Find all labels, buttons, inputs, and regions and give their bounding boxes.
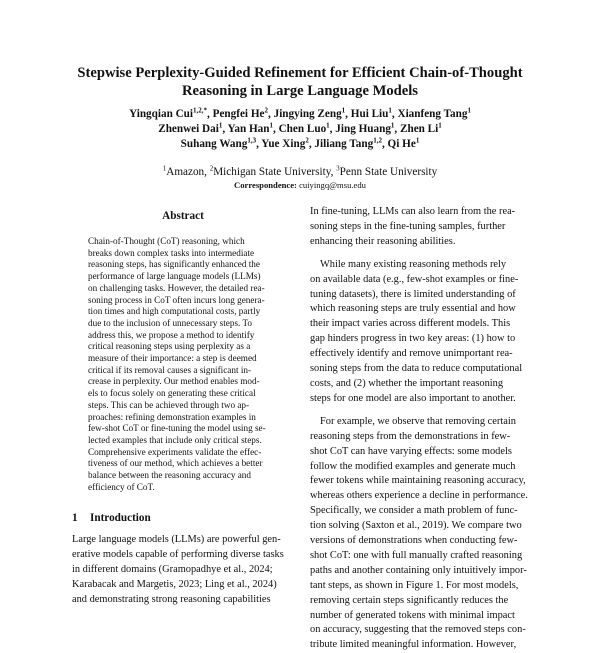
author-name: Zhen Li [400,123,439,135]
text-line: versions of demonstrations when conducting few- [310,535,518,547]
introduction-body [72,533,294,608]
author-affiliation-mark: 1,3 [247,136,257,145]
affiliation-mark: 1 [162,164,167,173]
author-line: Suhang Wang$^{1,3}$, Yue Xing$^2$, Jiliang Tang$^{1,2}$, Qi He$^1$ [180,136,420,150]
text-line: steps for one model are also important to another. [310,392,516,404]
text-line: breaks down complex tasks into intermediate [88,247,255,258]
author-affiliation-mark: 1 [218,121,223,130]
text-line: reasoning steps, has significantly enhanced the [88,259,260,270]
text-line: gap hinders progress in two key areas: (1) how to [310,333,516,345]
affiliation-mark: 3 [336,164,340,173]
text-line: In fine-tuning, LLMs can also learn from the rea- [310,206,516,217]
author-name: Xianfeng Tang [397,108,468,120]
text-line: few-shot CoT or fine-tuning the model using se- [88,423,266,434]
author-name: Yue Xing [261,138,306,150]
text-line: costs, and (2) whether the important reasoning [310,377,504,389]
author-affiliation-mark: 1 [415,136,420,145]
author-affiliation-mark: 1 [390,121,395,130]
text-line: efficiency of CoT. [88,481,155,492]
text-line: effectively identify and remove unimportant rea- [310,348,513,360]
text-line: performance of large language models (LLMs) [88,271,261,282]
author-affiliation-mark: 1 [341,106,346,115]
author-affiliation-mark: 1 [388,106,392,115]
text-line: tion solving (Saxton et al., 2019). We compare two [310,520,522,532]
text-line: reasoning steps from the demonstrations in few- [310,430,511,442]
affiliation-name: Amazon [166,166,205,178]
text-line: on accuracy, suggesting that the removed steps con- [310,624,526,636]
author-name: Yan Han [227,123,270,135]
text-line: due to the inclusion of unnecessary steps. To [88,317,253,328]
section-title: Introduction [90,512,151,524]
author-affiliation-mark: 2 [264,106,268,115]
author-name: Zhenwei Dai [158,123,219,135]
text-line: which reasoning steps are truly essential and how [310,303,516,315]
text-line: crease in perplexity. Our method enables mod- [88,376,260,387]
affiliation-name: Michigan State University [213,166,331,178]
text-line: Comprehensive experiments validate the effec- [88,446,262,457]
author-name: Jing Huang [335,123,391,135]
text-line: critical if its removal causes a significant in- [88,364,252,375]
correspondence-label: Correspondence: [234,180,297,190]
author-name: Chen Luo [278,123,327,135]
author-affiliation-mark: 1 [467,106,471,115]
abstract-heading: Abstract [162,210,204,222]
paper-title [60,64,540,100]
paragraph [310,258,536,407]
text-line: address this, we propose a method to identify [88,329,255,340]
text-line: tant steps, as shown in Figure 1. For most models, [310,579,519,591]
author-name: Hui Liu [350,108,389,120]
text-line: tiveness of our method, which achieves a better [88,458,263,469]
text-line: Specifically, we consider a math problem of func- [310,505,518,517]
paragraph [310,205,536,250]
title-line-1: Stepwise Perplexity-Guided Refinement for Efficient Chain-of-Thought [77,65,523,81]
author-line: Zhenwei Dai$^1$, Yan Han$^1$, Chen Luo$^1$, Jing Huang$^1$, Zhen Li$^1$ [158,121,442,135]
text-line: Chain-of-Thought (CoT) reasoning, which [88,236,245,246]
paragraph [310,415,536,653]
text-line: While many existing reasoning methods rely [320,258,507,270]
right-column [310,205,536,653]
text-line: number of generated tokens with minimal impact [310,609,515,621]
author-name: Qi He [387,138,416,150]
affiliations: $^1$Amazon, $^2$Michigan State University, $^3$Penn State University [162,164,438,178]
text-line: whereas others experience a decline in performance. [310,490,528,502]
author-affiliation-mark: 2 [305,136,309,145]
text-line: steps. This can be achieved through two ap- [88,399,250,410]
text-line: tuning datasets), there is limited understanding of [310,288,516,300]
author-affiliation-mark: 1 [438,121,442,130]
author-list [80,107,520,152]
text-line: in different domains (Gramopadhye et al., 2024; [72,563,273,575]
text-line: follow the modified examples and generate much [310,460,516,472]
text-line: soning steps from the data to reduce computational [310,363,523,375]
text-line: measure of their importance: a step is deemed [88,353,257,364]
text-line: soning steps in the fine-tuning samples, further [310,220,506,232]
affiliation-mark: 2 [209,164,214,173]
introduction-heading [72,512,292,524]
author-affiliation-mark: 1 [326,121,330,130]
text-line: enhancing their reasoning abilities. [310,235,456,247]
text-line: on challenging tasks. However, the detailed rea- [88,282,265,293]
affiliation-name: Penn State University [339,166,438,178]
author-affiliation-mark: 1,2 [373,136,382,145]
author-affiliation-mark: 1,2,* [193,106,208,115]
text-line: Large language models (LLMs) are powerful gen- [72,534,281,545]
text-line: For example, we observe that removing certain [320,415,516,427]
author-name: Jingying Zeng [273,108,342,120]
author-name: Pengfei He [212,108,265,120]
text-line: shot CoT can have varying effects: some models [310,445,512,457]
text-line: and demonstrating strong reasoning capabilities [72,593,271,605]
text-line: fewer tokens while maintaining reasoning accuracy, [310,475,526,487]
text-line: tribute limited meaningful information. However, [310,639,517,651]
correspondence-email: cuiyingq@msu.edu [299,180,366,190]
author-name: Jiliang Tang [314,138,374,150]
text-line: on available data (e.g., few-shot examples or fine- [310,273,519,285]
author-name: Yingqian Cui [129,108,194,120]
text-line: critical reasoning steps using perplexity as a [88,341,251,352]
author-affiliation-mark: 1 [269,121,273,130]
text-line: paths and another containing only intuitively impor- [310,564,527,576]
correspondence [60,180,540,191]
text-line: proaches: refining demonstration examples in [88,411,256,422]
text-line: balance between the reasoning accuracy and [88,470,251,481]
text-line: els to focus solely on generating these critical [88,388,256,399]
abstract-body [88,236,276,493]
text-line: erative models capable of performing diverse tasks [72,548,284,560]
text-line: shot CoT: one with full manually crafted reasoning [310,549,523,561]
text-line: soning process in CoT often incurs long genera- [88,294,265,305]
text-line: tion times and high computational costs, partly [88,306,261,317]
section-number: 1 [72,512,78,524]
title-line-2: Reasoning in Large Language Models [182,83,418,99]
text-line: lected examples that include only critical steps. [88,434,262,445]
author-line: Yingqian Cui$^{1,2,*}$, Pengfei He$^2$, Jingying Zeng$^1$, Hui Liu$^1$, Xianfeng Tang$^1$ [129,106,471,120]
text-line: their impact varies across different models. This [310,318,511,330]
text-line: Karabacak and Margetis, 2023; Ling et al., 2024) [72,578,277,590]
text-line: removing certain steps significantly reduces the [310,594,509,606]
author-name: Suhang Wang [180,138,248,150]
